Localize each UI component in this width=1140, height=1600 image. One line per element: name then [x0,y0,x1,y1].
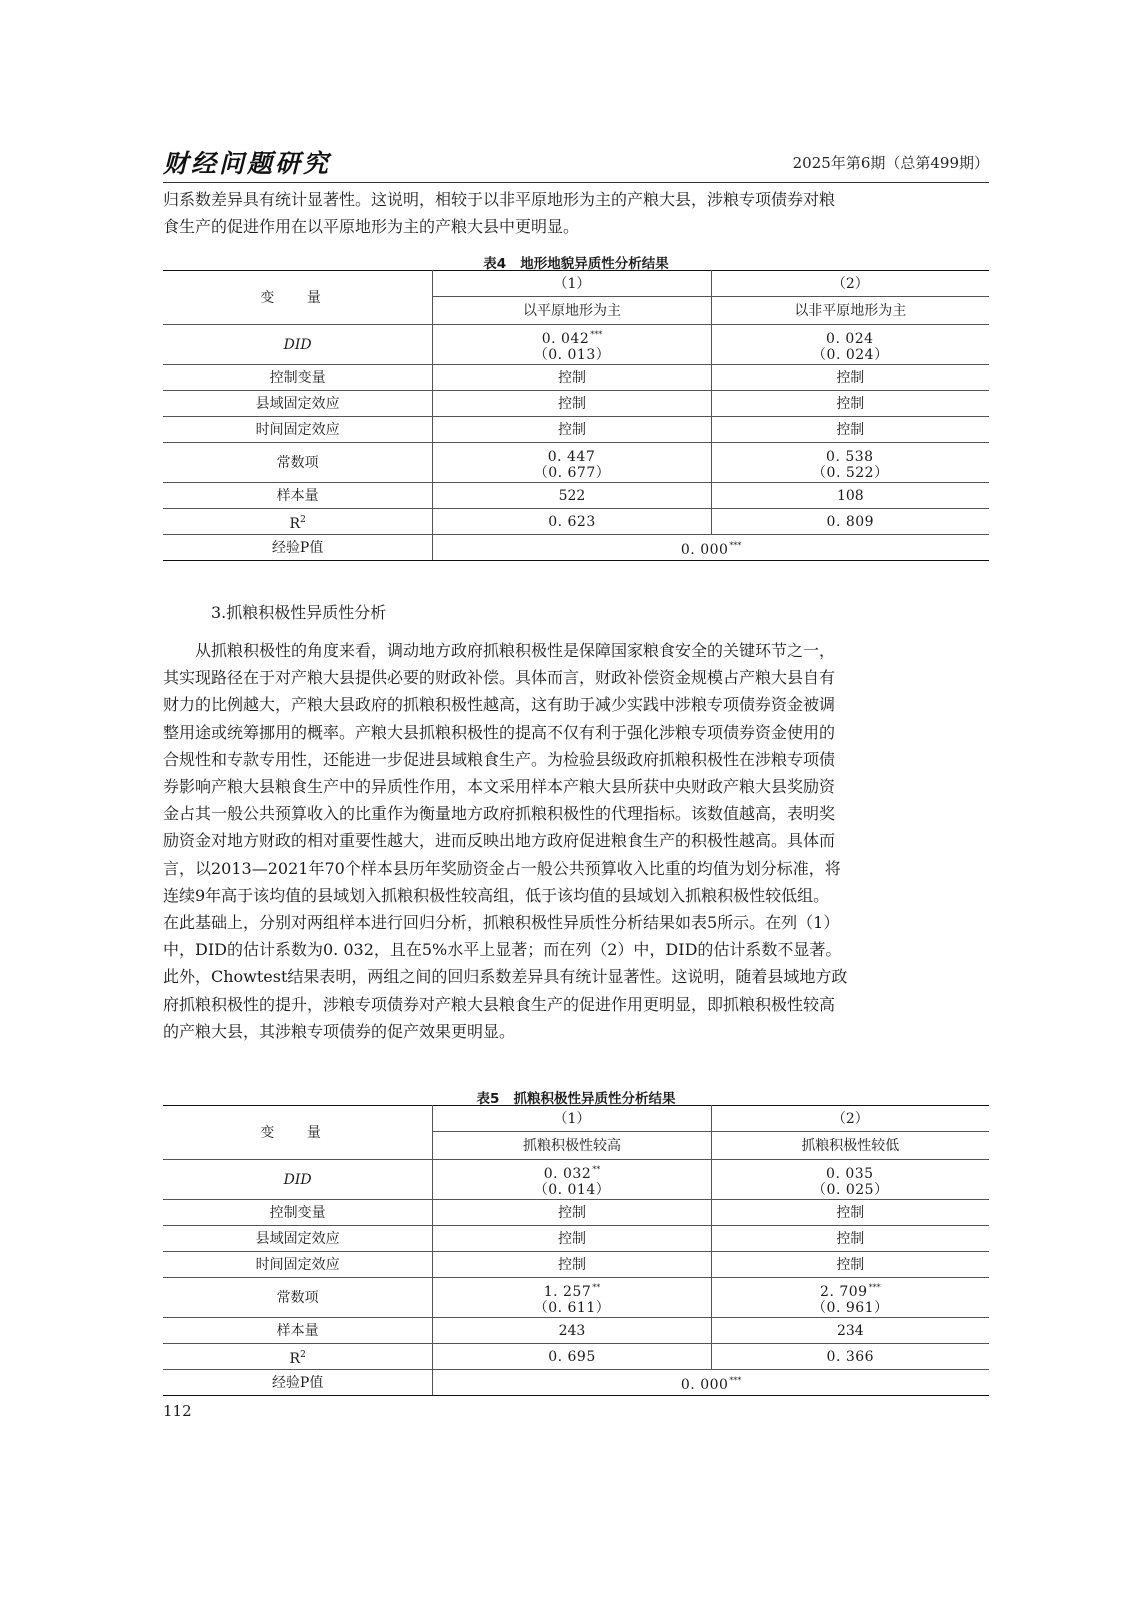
col1-name: 抓粮积极性较高 [433,1132,711,1160]
variable-header: 变 量 [163,1106,433,1160]
table-cell: 0. 000*** [433,1370,989,1396]
row-label: 常数项 [163,1278,433,1318]
table-row [163,483,989,509]
col2-name: 以非平原地形为主 [711,297,989,325]
table-cell: 控制 [711,1252,989,1278]
text-line: 从抓粮积极性的角度来看，调动地方政府抓粮积极性是保障国家粮食安全的关键环节之一， [195,641,836,660]
table-cell: 控制 [433,1252,711,1278]
text-line: 合规性和专款专用性，还能进一步促进县域粮食生产。为检验县级政府抓粮积极性在涉粮专项债 [163,749,836,769]
text-line: 财力的比例越大，产粮大县政府的抓粮积极性越高，这有助于减少实践中涉粮专项债券资金被调 [163,695,836,715]
col2-number: （2） [711,271,989,297]
table-row [163,535,989,561]
table-cell: 243 [433,1318,711,1344]
table-number: 表5 [476,1091,500,1107]
row-label: DID [163,325,433,365]
table-title: 抓粮积极性异质性分析结果 [513,1091,676,1107]
text-line: 府抓粮积极性的提升，涉粮专项债券对产粮大县粮食生产的促进作用更明显，即抓粮积极性较高 [163,994,836,1014]
issue-info: 2025年第6期（总第499期） [792,154,989,172]
table-number: 表4 [483,256,507,272]
text-line: 中，DID的估计系数为0. 032，且在5%水平上显著；而在列（2）中，DID的估计系数不显著。 [163,940,842,960]
row-label: 县域固定效应 [163,1226,433,1252]
journal-page [163,0,989,1600]
table-row [163,1252,989,1278]
row-label: $R^2$ [163,1344,433,1370]
table-cell: 控制 [711,365,989,391]
row-label: 时间固定效应 [163,417,433,443]
table-cell: 1. 257** （0. 611） [433,1278,711,1318]
col1-name: 以平原地形为主 [433,297,711,325]
table-row [163,509,989,535]
table5 [163,1105,989,1396]
table-cell: 0. 042*** （0. 013） [433,325,711,365]
table-cell: 控制 [711,1226,989,1252]
col1-number: （1） [433,271,711,297]
row-label: 经验P值 [163,1370,433,1396]
text-line: 金占其一般公共预算收入的比重作为衡量地方政府抓粮积极性的代理指标。该数值越高，表明奖 [163,804,836,824]
text-line: 励资金对地方财政的相对重要性越大，进而反映出地方政府促进粮食生产的积极性越高。具体而 [163,831,836,851]
table-cell: 108 [711,483,989,509]
text-line: 此外，Chowtest结果表明，两组之间的回归系数差异具有统计显著性。这说明，随着县域地方政 [163,967,848,987]
table-cell: 0. 035 （0. 025） [711,1160,989,1200]
table-cell: 控制 [433,391,711,417]
table-cell: 控制 [711,417,989,443]
table-row [163,443,989,483]
table5-caption [163,1087,989,1107]
table-row [163,1160,989,1200]
header-rule [163,182,989,183]
table-cell: 234 [711,1318,989,1344]
table-cell: 0. 366 [711,1344,989,1370]
table-row [163,391,989,417]
body-paragraph [163,637,989,1045]
table-cell: 0. 000*** [433,535,989,561]
row-label: 样本量 [163,483,433,509]
table-row [163,1278,989,1318]
table-row [163,1200,989,1226]
table-cell: 0. 024 （0. 024） [711,325,989,365]
col2-name: 抓粮积极性较低 [711,1132,989,1160]
table-row [163,1226,989,1252]
row-label: 控制变量 [163,365,433,391]
page-number: 112 [163,1402,192,1420]
text-line: 连续9年高于该均值的县域划入抓粮积极性较高组，低于该均值的县域划入抓粮积极性较低组。 [163,885,830,905]
table-row [163,1370,989,1396]
table-row [163,325,989,365]
table-cell: 控制 [433,1200,711,1226]
text-line: 的产粮大县，其涉粮专项债券的促产效果更明显。 [163,1021,516,1041]
row-label: DID [163,1160,433,1200]
row-label: 时间固定效应 [163,1252,433,1278]
table-row [163,1318,989,1344]
table-title: 地形地貌异质性分析结果 [520,256,669,272]
table-cell: 0. 447 （0. 677） [433,443,711,483]
table-cell: 控制 [711,1200,989,1226]
table-row [163,365,989,391]
table4-caption [163,252,989,272]
table-cell: 0. 032** （0. 014） [433,1160,711,1200]
row-label: 经验P值 [163,535,433,561]
table-row [163,1344,989,1370]
row-label: 控制变量 [163,1200,433,1226]
variable-header: 变 量 [163,271,433,325]
text-line: 在此基础上，分别对两组样本进行回归分析，抓粮积极性异质性分析结果如表5所示。在列（1） [163,913,840,933]
row-label: 常数项 [163,443,433,483]
text-line: 言，以2013—2021年70个样本县历年奖励资金占一般公共预算收入比重的均值为划分标准，将 [163,858,841,878]
table-cell: 0. 623 [433,509,711,535]
col2-number: （2） [711,1106,989,1132]
table-cell: 2. 709*** （0. 961） [711,1278,989,1318]
table-header-row [163,1106,989,1132]
table-cell: 控制 [433,417,711,443]
text-line: 归系数差异具有统计显著性。这说明，相较于以非平原地形为主的产粮大县，涉粮专项债券对粮 [163,190,836,209]
table-cell: 控制 [433,365,711,391]
table4 [163,270,989,561]
table-cell: 0. 538 （0. 522） [711,443,989,483]
table-cell: 0. 809 [711,509,989,535]
row-label: 县域固定效应 [163,391,433,417]
section-heading: 3.抓粮积极性异质性分析 [211,603,387,622]
text-line: 整用途或统筹挪用的概率。产粮大县抓粮积极性的提高不仅有利于强化涉粮专项债券资金使用的 [163,722,836,742]
page-header [163,142,989,182]
table-cell: 控制 [711,391,989,417]
table-cell: 0. 695 [433,1344,711,1370]
table-header-row [163,271,989,297]
text-line: 券影响产粮大县粮食生产中的异质性作用，本文采用样本产粮大县所获中央财政产粮大县奖励资 [163,777,836,797]
col1-number: （1） [433,1106,711,1132]
row-label: 样本量 [163,1318,433,1344]
text-line: 食生产的促进作用在以平原地形为主的产粮大县中更明显。 [163,217,580,237]
table-cell: 522 [433,483,711,509]
journal-title: 财经问题研究 [163,149,332,178]
table-cell: 控制 [433,1226,711,1252]
text-line: 其实现路径在于对产粮大县提供必要的财政补偿。具体而言，财政补偿资金规模占产粮大县自有 [163,668,836,688]
row-label: $R^2$ [163,509,433,535]
table-row [163,417,989,443]
intro-paragraph [163,186,989,240]
